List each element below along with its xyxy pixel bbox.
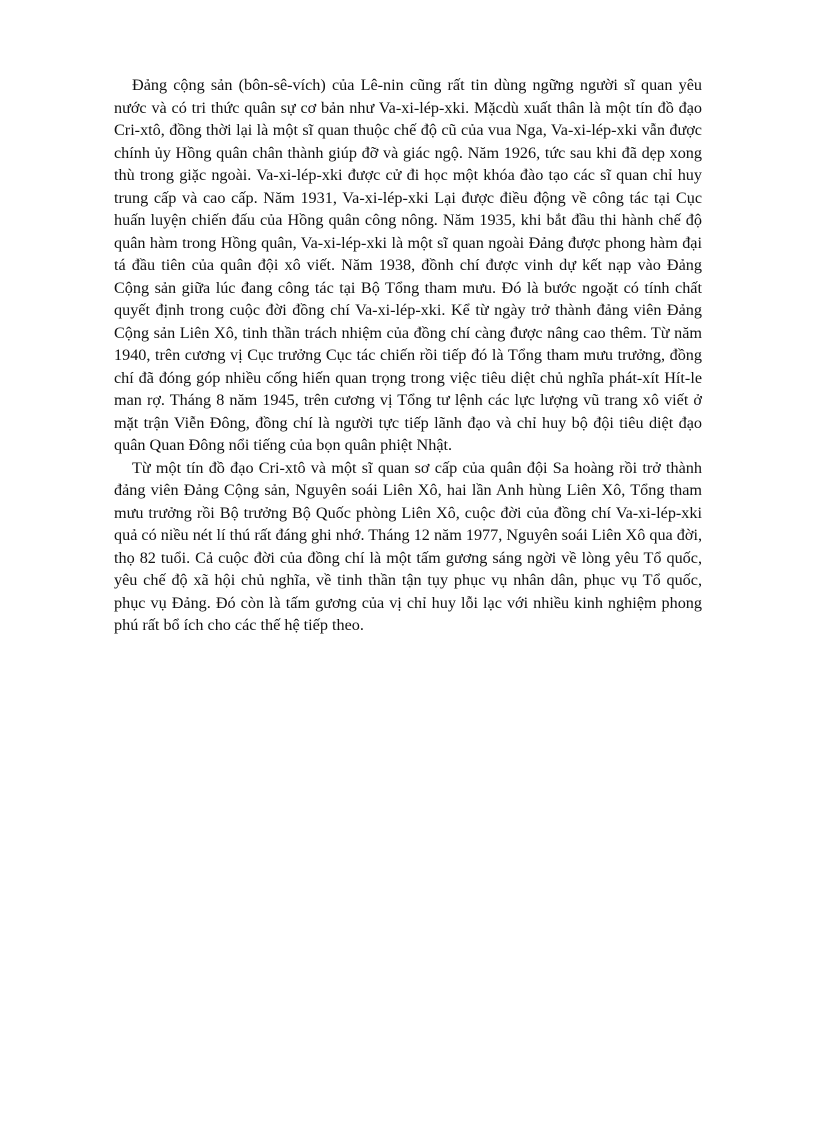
paragraph-2: Từ một tín đồ đạo Cri-xtô và một sĩ quan sơ cấp của quân đội Sa hoàng rồi trở thành đảng viên Đảng Cộng sản, Nguyên soái Liên Xô, hai lần Anh hùng Liên Xô, Tổng tham mưu trưởng rồi Bộ trưởng Bộ Quốc phòng Liên Xô, cuộc đời của đồng chí Va-xi-lép-xki quả có niều nét lí thú rất đáng ghi nhớ. Tháng 12 năm 1977, Nguyên soái Liên Xô qua đời, thọ 82 tuổi. Cả cuộc đời của đồng chí là một tấm gương sáng ngời về lòng yêu Tổ quốc, yêu chế độ xã hội chủ nghĩa, về tinh thần tận tụy phục vụ nhân dân, phục vụ Tổ quốc, phục vụ Đảng. Đó còn là tấm gương của vị chỉ huy lỗi lạc với nhiều kinh nghiệm phong phú rất bổ ích cho các thế hệ tiếp theo. — [114, 458, 702, 634]
paragraph-1: Đảng cộng sản (bôn-sê-vích) của Lê-nin cũng rất tin dùng ngững người sĩ quan yêu nước và có tri thức quân sự cơ bản như Va-xi-lép-xki. Mặcdù xuất thân là một tín đồ đạo Cri-xtô, đồng thời lại là một sĩ quan thuộc chế độ cũ của vua Nga, Va-xi-lép-xki vẫn được chính ủy Hồng quân chân thành giúp đỡ và giác ngộ. Năm 1926, tức sau khi đã dẹp xong thù trong giặc ngoài. Va-xi-lép-xki được cử đi học một khóa đào tạo các sĩ quan chỉ huy trung cấp và cao cấp. Năm 1931, Va-xi-lép-xki Lại được điều động về công tác tại Cục huấn luyện chiến đấu của Hồng quân công nông. Năm 1935, khi bắt đầu thi hành chế độ quân hàm trong Hồng quân, Va-xi-lép-xki là một sĩ quan ngoài Đảng được phong hàm đại tá đầu tiên của quân đội xô viết. Năm 1938, đồnh chí được vinh dự kết nạp vào Đảng Cộng sản giữa lúc đang công tác tại Bộ Tổng tham mưu. Đó là bước ngoặt có tính chất quyết định trong cuộc đời đồng chí Va-xi-lép-xki. Kể từ ngày trở thành đảng viên Đảng Cộng sản Liên Xô, tinh thần trách nhiệm của đồng chí càng được nâng cao thêm. Từ năm 1940, trên cương vị Cục trưởng Cục tác chiến rồi tiếp đó là Tổng tham mưu trưởng, đồng chí đã đóng góp nhiều cống hiến quan trọng trong việc tiêu diệt chủ nghĩa phát-xít Hít-le man rợ. Tháng 8 năm 1945, trên cương vị Tổng tư lệnh các lực lượng vũ trang xô viết ở mặt trận Viễn Đông, đồng chí là người tực tiếp lãnh đạo và chỉ huy bộ đội tiêu diệt đạo quân Quan Đông nổi tiếng của bọn quân phiệt Nhật. — [114, 76, 702, 454]
body-text — [114, 74, 702, 637]
